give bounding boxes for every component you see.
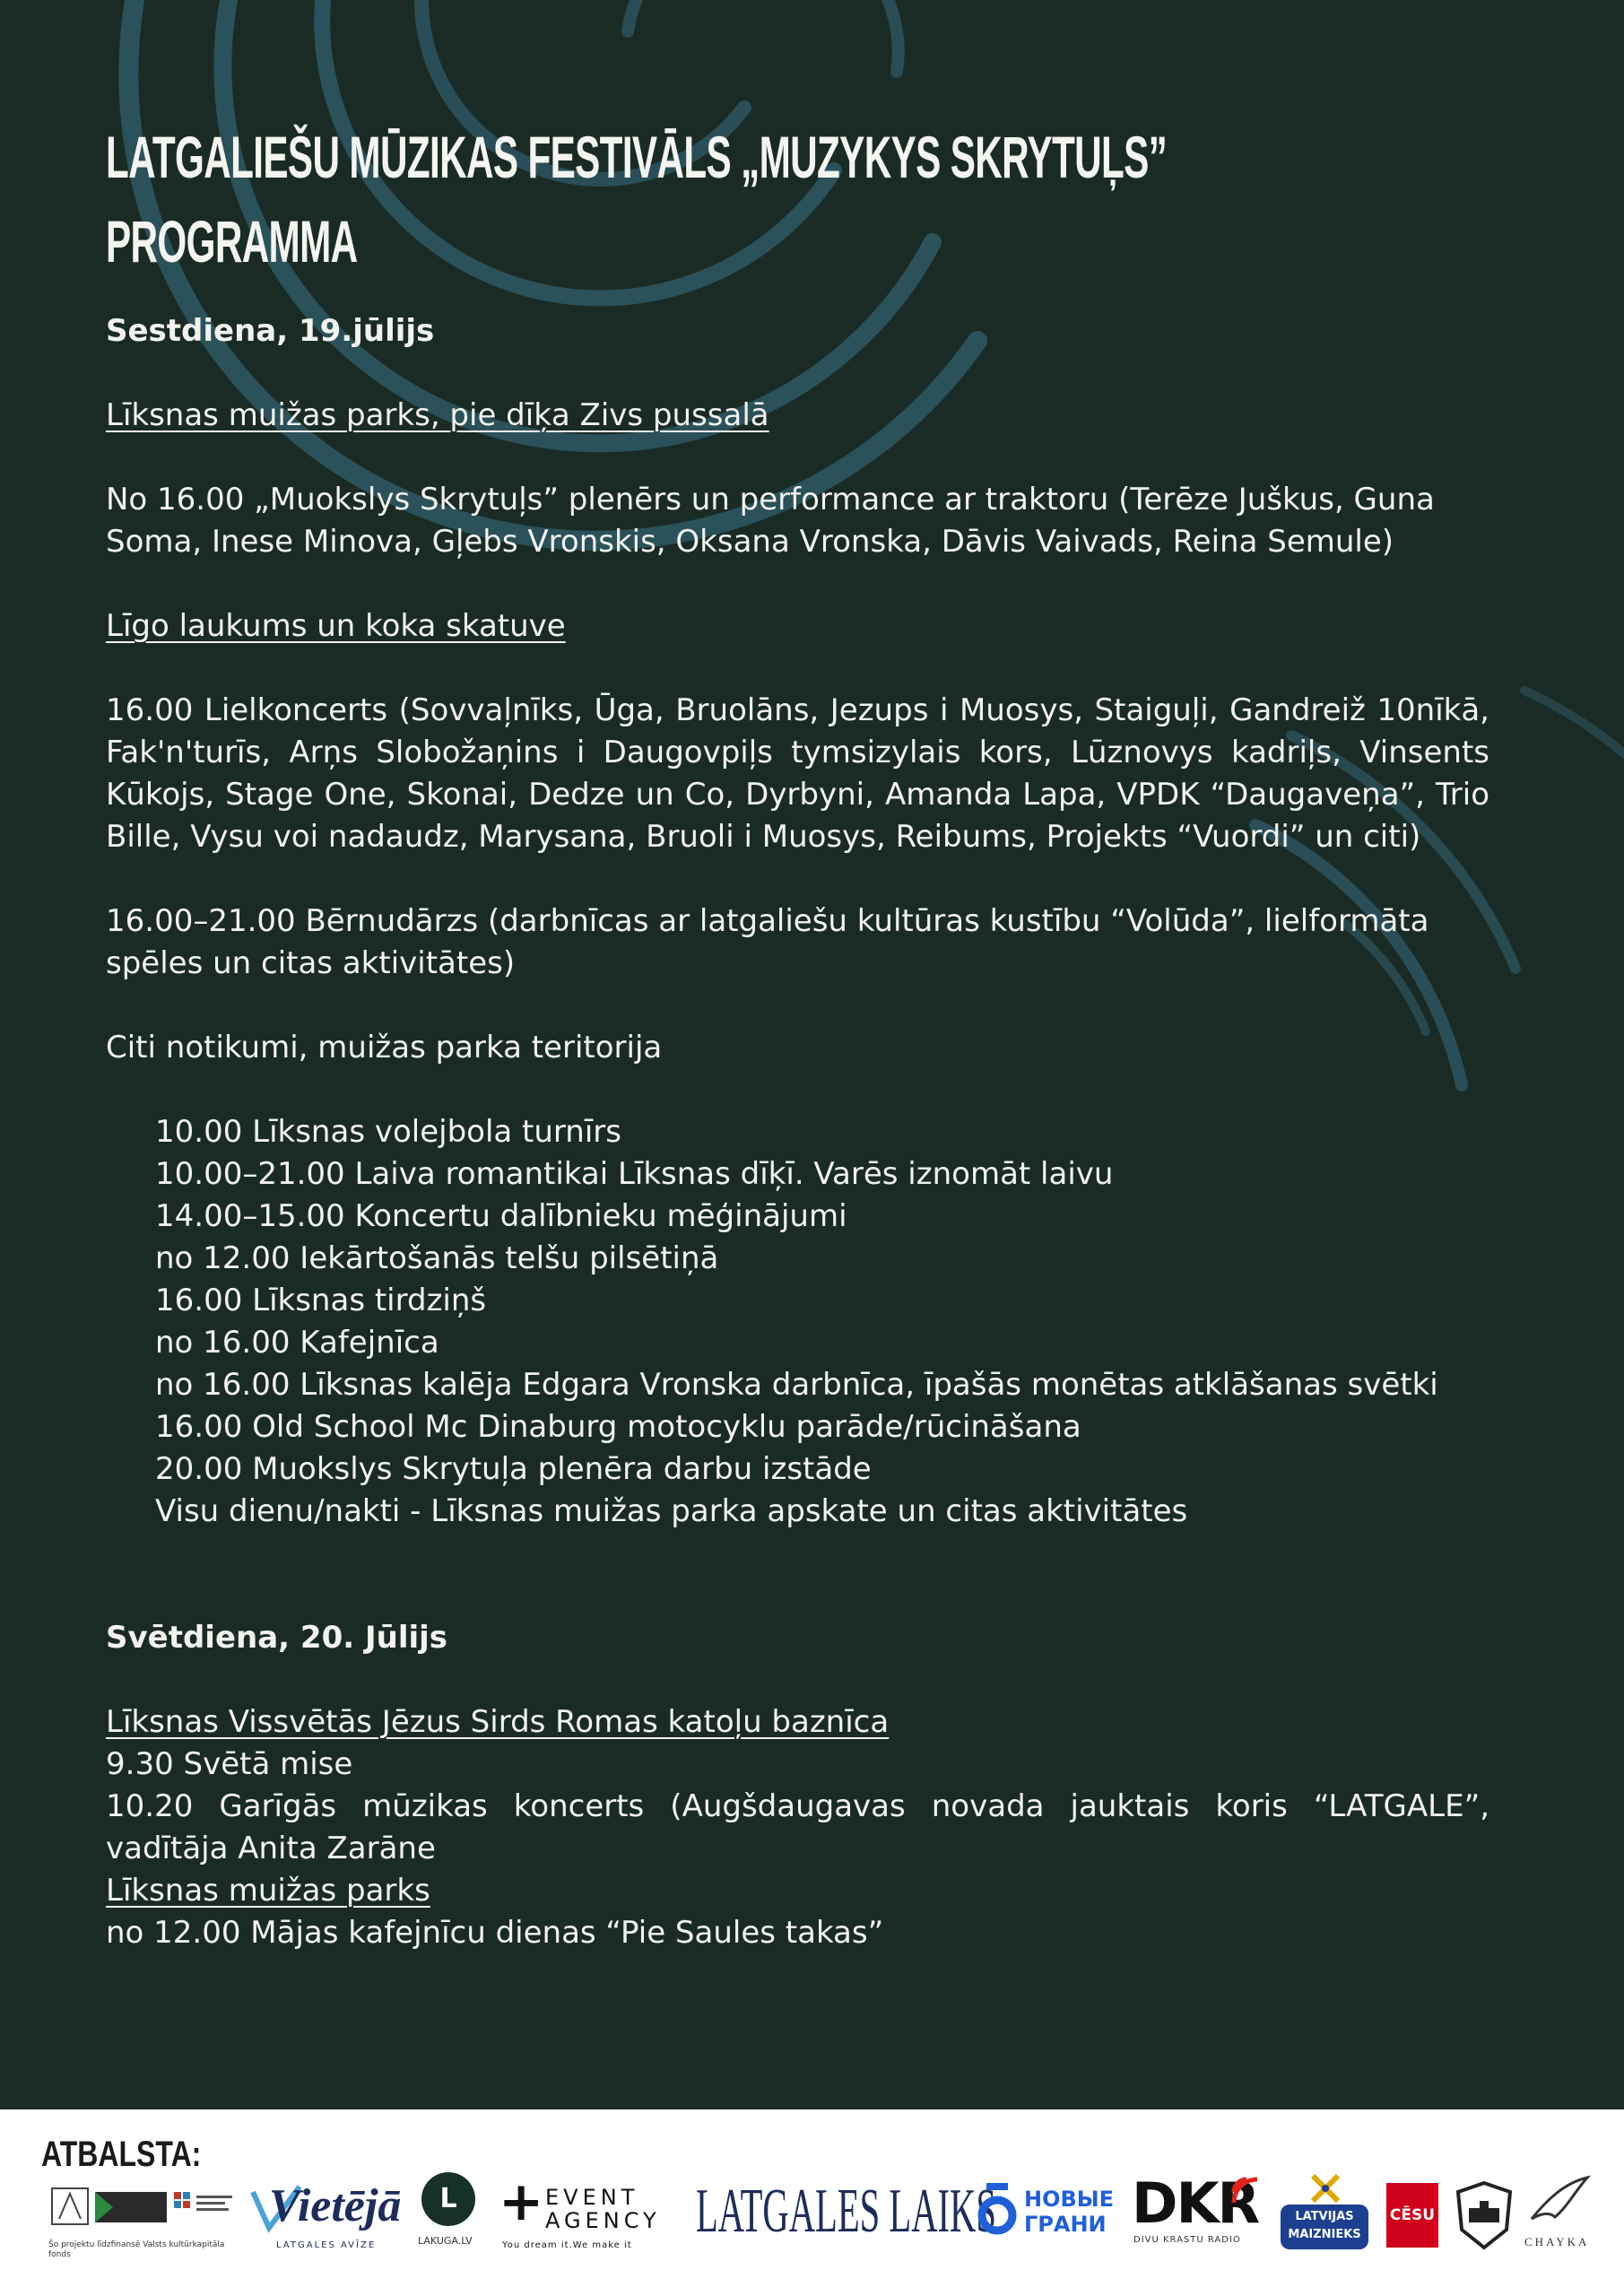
title-line-1: LATGALIEŠU MŪZIKAS FESTIVĀLS „MUZYKYS SKRYTUĻS”: [106, 124, 1168, 190]
lakuga-circle-icon: [421, 2172, 475, 2226]
saturday-heading: Sestdiena, 19.jūlijs: [106, 313, 435, 349]
saturday-venue-stage: Līgo laukums un koka skatuve: [106, 608, 566, 644]
list-item: no 12.00 Iekārtošanās telšu pilsētiņā: [155, 1240, 719, 1276]
windmill-icon: [1307, 2172, 1343, 2205]
lakuga-name: LAKUGA.LV: [418, 2235, 473, 2247]
novye-line2: ГРАНИ: [1024, 2212, 1107, 2237]
vkkf-logos: [48, 2183, 237, 2264]
event-line2: AGENCY: [545, 2208, 661, 2233]
list-item: no 16.00 Kafejnīca: [155, 1325, 439, 1361]
sunday-venue-church: Līksnas Vissvētās Jēzus Sirds Romas katoļu baznīca: [106, 1704, 890, 1740]
novye-grani-logo: [977, 2181, 1121, 2253]
latgales-laiks-logo: LATGALES LAIKS: [696, 2177, 996, 2246]
tank-emblem-icon: [1453, 2179, 1515, 2251]
chayka-logo: [1524, 2174, 1614, 2273]
list-item: 14.00–15.00 Koncertu dalībnieku mēģinājumi: [155, 1198, 847, 1234]
kids-entry: 16.00–21.00 Bērnudārzs (darbnīcas ar latgaliešu kultūras kustību “Volūda”, lielformāta spēles un citas aktivitātes): [106, 903, 1429, 981]
event-plus: +: [499, 2170, 544, 2233]
list-item: 16.00 Old School Mc Dinaburg motocyklu parāde/rūcināšana: [155, 1409, 1081, 1445]
radio-waves-icon: [1230, 2170, 1266, 2206]
plener-entry: No 16.00 „Muokslys Skrytuļs” plenērs un performance ar traktoru (Terēze Juškus, Guna Soma, Inese Minova, Gļebs Vronskis, Oksana Vronska, Dāvis Vaivads, Reina Semule): [106, 482, 1435, 560]
chayka-name: CHAYKA: [1524, 2235, 1590, 2248]
lakuga-logo: [418, 2172, 481, 2271]
tank-emblem-logo: [1453, 2179, 1515, 2251]
other-events-list: [106, 1111, 1489, 1533]
event-tagline: You dream it.We make it: [502, 2240, 632, 2250]
vieteja-subtitle: LATGALES AVĪZE: [276, 2240, 377, 2250]
supported-by-label: ATBALSTA:: [41, 2135, 202, 2174]
dkr-logo: [1132, 2170, 1266, 2269]
lakuga-letter: L: [439, 2183, 457, 2214]
list-item: Visu dienu/nakti - Līksnas muižas parka apskate un citas aktivitātes: [155, 1493, 1188, 1529]
page-title: [106, 115, 1168, 283]
maiznieks-badge: [1281, 2205, 1368, 2249]
vieteja-name: Vietējā: [269, 2180, 402, 2231]
sunday-venue-park: Līksnas muižas parks: [106, 1873, 430, 1909]
sacred-concert-entry: 10.20 Garīgās mūzikas koncerts (Augšdaugavas novada jauktais koris “LATGALE”, vadītāja Anita Zarāne: [106, 1788, 1489, 1866]
list-item: 10.00–21.00 Laiva romantikai Līksnas dīķī. Varēs iznomāt laivu: [155, 1156, 1114, 1192]
arc-5: [628, 0, 899, 72]
maiznieks-line2: MAIZNIEKS: [1288, 2228, 1361, 2241]
title-line-2: PROGRAMMA: [106, 208, 358, 274]
fund-note: Šo projektu līdzfinansē Valsts kultūrkapitāla fonds: [48, 2240, 225, 2259]
sunday-heading: Svētdiena, 20. Jūlijs: [106, 1620, 448, 1656]
saturday-venue-pond: Līksnas muižas parks, pie dīķa Zivs pussalā: [106, 397, 769, 433]
cesu-logo: [1386, 2183, 1438, 2248]
list-item: 10.00 Līksnas volejbola turnīrs: [155, 1114, 621, 1150]
arc-right-4: [1524, 691, 1624, 753]
dkr-name: DKR: [1132, 2170, 1259, 2236]
cesu-name: CĒSU: [1389, 2206, 1436, 2224]
dkr-subtitle: DIVU KRASTU RADIO: [1133, 2235, 1241, 2245]
list-item: 20.00 Muokslys Skrytuļa plenēra darbu izstāde: [155, 1451, 872, 1487]
novye-grani-icon: [977, 2183, 1017, 2237]
list-item: 16.00 Līksnas tirdziņš: [155, 1283, 487, 1318]
maiznieks-line1: LATVIJAS: [1295, 2210, 1354, 2223]
latvijas-maiznieks-logo: [1281, 2172, 1370, 2271]
event-agency-logo: [499, 2170, 678, 2269]
seagull-icon: [1528, 2174, 1591, 2228]
novye-line1: НОВЫЕ: [1024, 2187, 1115, 2212]
sponsors-footer: [0, 2109, 1624, 2296]
vieteja-logo: [249, 2178, 402, 2258]
other-events-heading: Citi notikumi, muižas parka teritorija: [106, 1030, 663, 1065]
event-line1: EVENT: [545, 2185, 639, 2210]
home-cafe-entry: no 12.00 Mājas kafejnīcu dienas “Pie Saules takas”: [106, 1915, 884, 1951]
vkkf-emblem-icon: [48, 2183, 237, 2237]
program-content: [106, 310, 1489, 1954]
main-concert-entry: 16.00 Lielkoncerts (Sovvaļnīks, Ūga, Bruolāns, Jezups i Muosys, Staiguļi, Gandreiž 10nīkā, Fak'n'turīs, Arņs Slobožaņins i Daugovpiļs tymsizylais kors, Lūznovys kadriļs, Vinsents Kūkojs, Stage One, Skonai, Dedze un Co, Dyrbyni, Amanda Lapa, VPDK “Daugaveņa”, Trio Bille, Vysu voi nadaudz, Marysana, Bruoli i Muosys, Reibums, Projekts “Vuordi” un citi): [106, 692, 1489, 855]
list-item: no 16.00 Līksnas kalēja Edgara Vronska darbnīca, īpašās monētas atklāšanas svētki: [155, 1367, 1438, 1403]
mass-entry: 9.30 Svētā mise: [106, 1746, 353, 1782]
